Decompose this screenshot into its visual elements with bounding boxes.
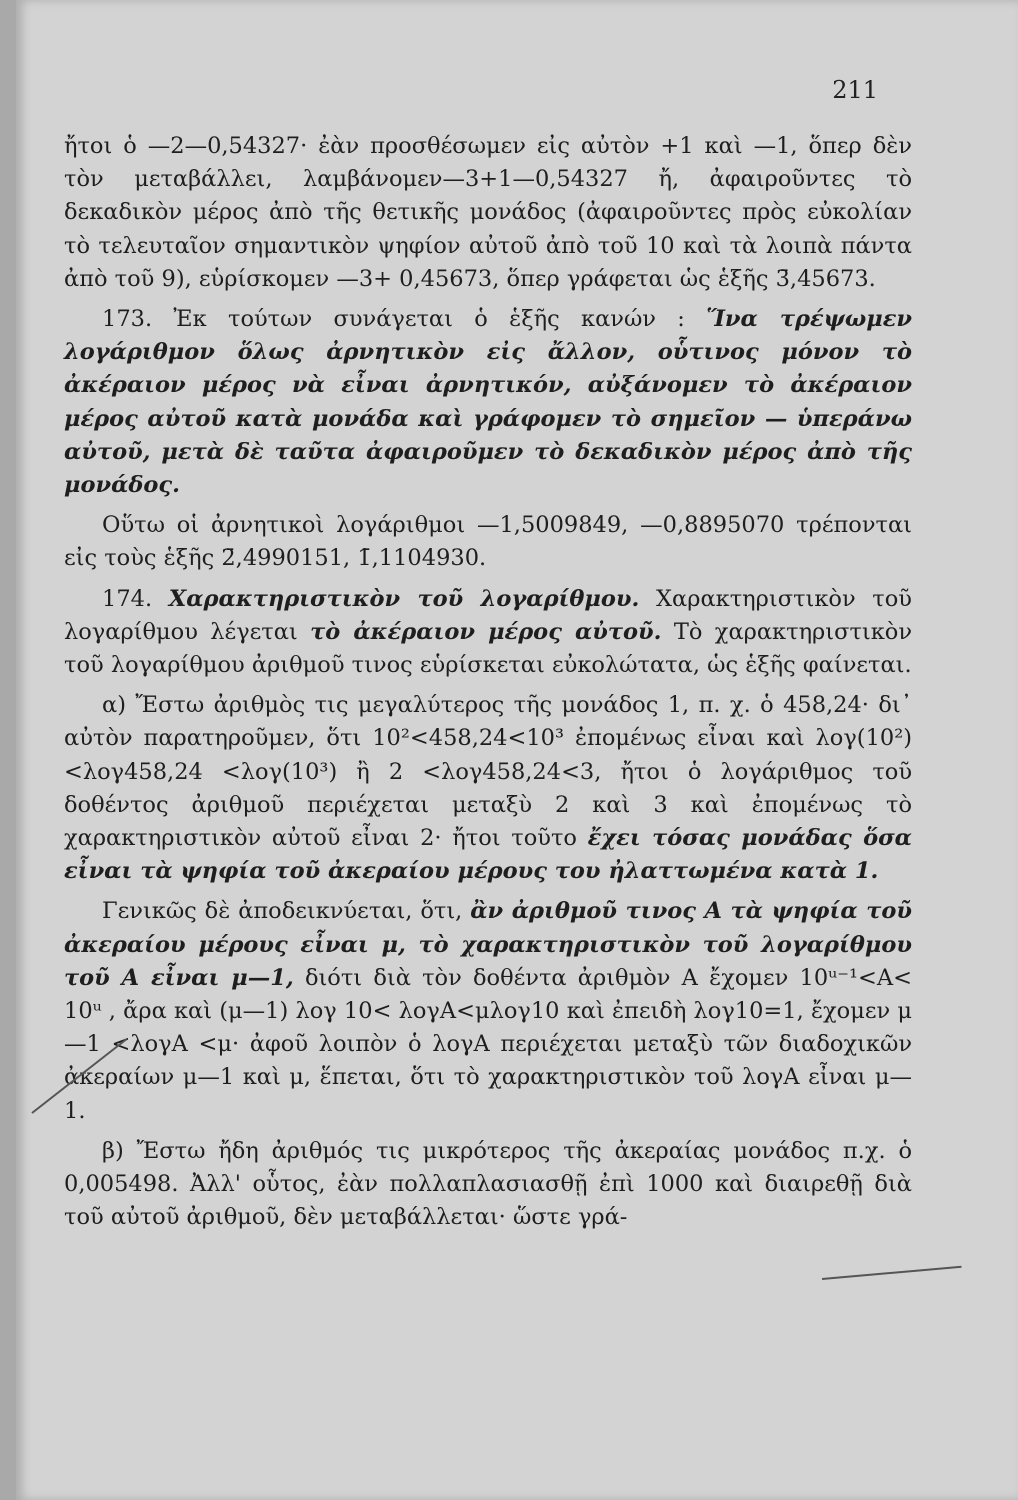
emphasized-text: ἂν ἀριθμοῦ τινος Α τὰ ψηφία τοῦ ἀκεραίου μέρους εἶναι μ, τὸ χαρακτηριστικὸν τοῦ λογαρίθμου τοῦ Α εἶναι μ—1, [64,898,912,991]
emphasized-text: τὸ ἀκέραιον μέρος αὐτοῦ. [310,618,662,645]
text-run: α) Ἔστω ἀριθμὸς τις μεγαλύτερος τῆς μονάδος 1, π. χ. ὁ 458,24· δι᾽ αὐτὸν παρατηροῦμεν, ὅτι 10²<458,24<10³ ἐπομένως εἶναι καὶ λογ(10²)<λογ458,24 <λογ(10³) ἢ 2 <λογ458,24<3, ἤτοι ὁ λογάριθμος τοῦ δοθέντος ἀριθμοῦ περιέχεται μεταξὺ 2 καὶ 3 καὶ ἐπομένως τὸ χαρακτηριστικὸν αὐτοῦ εἶναι 2· ἤτοι τοῦτο [64,692,912,852]
pencil-mark-underline [822,1266,962,1280]
paragraph [64,583,912,683]
text-run: Οὕτω οἱ ἀρνητικοὶ λογάριθμοι —1,5009849, —0,8895070 τρέπονται εἰς τοὺς ἑξῆς 2̄,4990151, 1̄,1104930. [64,512,912,572]
emphasized-text: ἔχει τόσας μονάδας ὅσα εἶναι τὰ ψηφία τοῦ ἀκεραίου μέρους του ἠλαττωμένα κατὰ 1. [64,825,912,885]
paragraph [64,303,912,502]
paragraph [64,1135,912,1235]
emphasized-text: Χαρακτηριστικὸν τοῦ λογαρίθμου. [168,585,640,612]
body-text [64,130,912,1242]
text-run: 173. Ἐκ τούτων συνάγεται ὁ ἑξῆς κανών : [102,306,707,333]
emphasized-text: Ἵνα τρέψωμεν λογάριθμον ὅλως ἀρνητικὸν εἰς ἄλλον, οὗτινος μόνον τὸ ἀκέραιον μέρος νὰ εἶναι ἀρνητικόν, αὐξάνομεν τὸ ἀκέραιον μέρος αὐτοῦ κατὰ μονάδα καὶ γράφομεν τὸ σημεῖον — ὑπεράνω αὐτοῦ, μετὰ δὲ ταῦτα ἀφαιροῦμεν τὸ δεκαδικὸν μέρος ἀπὸ τῆς μονάδος. [64,306,912,499]
text-run: Χαρακτηριστικὸν τοῦ λογαρίθμου λέγεται [64,585,912,645]
text-run: ἤτοι ὁ —2—0,54327· ἐὰν προσθέσωμεν εἰς αὐτὸν +1 καὶ —1, ὅπερ δὲν τὸν μεταβάλλει, λαμβάνομεν—3+1—0,54327 ἤ, ἀφαιροῦντες τὸ δεκαδικὸν μέρος ἀπὸ τῆς θετικῆς μονάδος (ἀφαιροῦντες πρὸς εὐκολίαν τὸ τελευταῖον σημαντικὸν ψηφίον αὐτοῦ ἀπὸ τοῦ 10 καὶ τὰ λοιπὰ πάντα ἀπὸ τοῦ 9), εὑρίσκομεν —3+ 0,45673, ὅπερ γράφεται ὡς ἑξῆς 3̄,45673. [64,133,912,292]
text-run: Τὸ χαρακτηριστικὸν τοῦ λογαρίθμου ἀριθμοῦ τινος εὑρίσκεται εὐκολώτατα, ὡς ἑξῆς φαίνεται. [64,618,913,679]
paragraph [64,895,912,1127]
book-page [16,0,1018,1500]
paragraph [64,509,912,575]
paragraph [64,689,912,888]
text-run: διότι διὰ τὸν δοθέντα ἀριθμὸν Α ἔχομεν 10ᵘ⁻¹<Α< 10ᵘ , ἄρα καὶ (μ—1) λογ 10< λογΑ<μλογ10 καὶ ἐπειδὴ λογ10=1, ἔχομεν μ—1 <λογΑ <μ· ἀφοῦ λοιπὸν ὁ λογΑ περιέχεται μεταξὺ τῶν διαδοχικῶν ἀκεραίων μ—1 καὶ μ, ἕπεται, ὅτι τὸ χαρακτηριστικὸν τοῦ λογΑ εἶναι μ—1. [64,964,912,1124]
text-run: β) Ἔστω ἤδη ἀριθμός τις μικρότερος τῆς ἀκεραίας μονάδος π.χ. ὁ 0,005498. Ἀλλ' οὗτος, ἐὰν πολλαπλασιασθῇ ἐπὶ 1000 καὶ διαιρεθῇ διὰ τοῦ αὐτοῦ ἀριθμοῦ, δὲν μεταβάλλεται· ὥστε γρά- [64,1137,912,1231]
page-number: 211 [832,76,878,104]
text-run: 174. [102,585,169,612]
text-run: Γενικῶς δὲ ἀποδεικνύεται, ὅτι, [102,898,471,925]
paragraph [64,130,912,296]
